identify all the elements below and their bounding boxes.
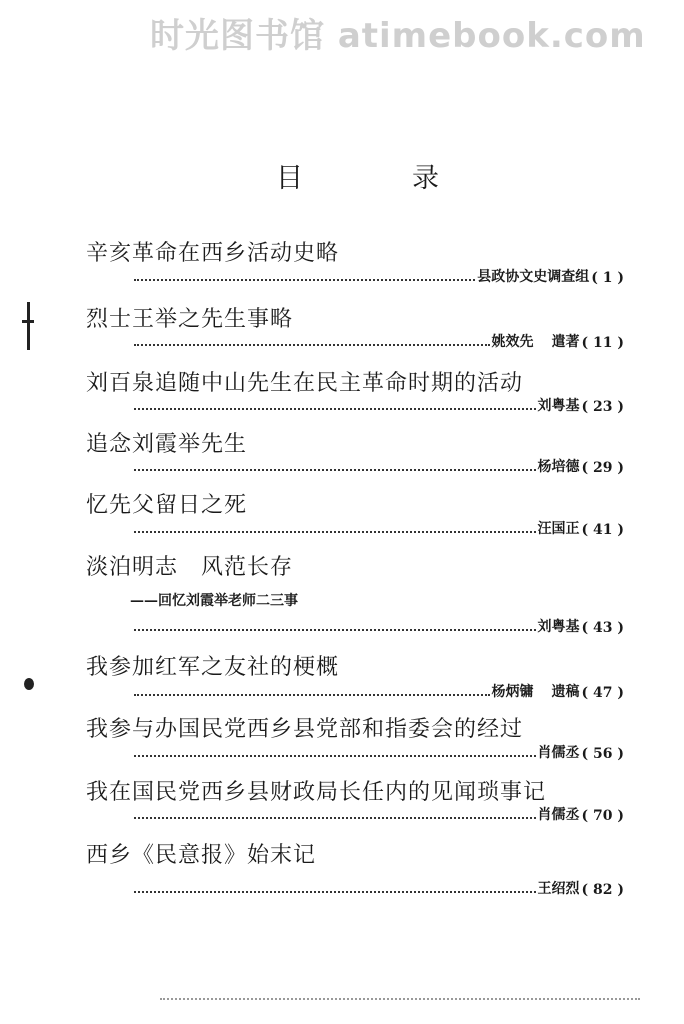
toc-entry-leader [134, 880, 624, 898]
toc-entry-page[interactable]: ( 70 ) [581, 808, 624, 824]
toc-entry-author: 汪国正 [537, 521, 580, 537]
toc-entry-note: 遗稿 [551, 684, 580, 700]
toc-entry-author: 姚效先 [491, 334, 534, 350]
toc-title-left: 目 [276, 163, 305, 194]
toc-entry-author: 刘粤基 [537, 398, 580, 414]
toc-entry-page[interactable]: ( 43 ) [581, 620, 624, 636]
scan-artifact-line [27, 302, 30, 350]
scan-artifact-bottom [160, 996, 640, 1000]
toc-entry-leader [134, 744, 624, 762]
dot-leader [134, 629, 536, 631]
toc-entry-title[interactable]: 我参加红军之友社的梗概 [86, 655, 340, 680]
toc-entry-title[interactable]: 淡泊明志 风范长存 [86, 555, 294, 580]
dot-leader [134, 344, 490, 346]
toc-entry-title[interactable]: 辛亥革命在西乡活动史略 [86, 241, 340, 266]
toc-entry-leader [134, 520, 624, 538]
toc-entry-author: 刘粤基 [537, 619, 580, 635]
dot-leader [134, 694, 490, 696]
toc-entry-page[interactable]: ( 29 ) [581, 460, 624, 476]
watermark: 时光图书馆 atimebook.com [150, 16, 646, 56]
toc-entry-title[interactable]: 追念刘霞举先生 [86, 432, 248, 457]
toc-entry-page[interactable]: ( 41 ) [581, 522, 624, 538]
toc-title-right: 录 [412, 163, 441, 194]
toc-entry-page[interactable]: ( 47 ) [581, 685, 624, 701]
toc-entry-leader [134, 458, 624, 476]
scan-artifact-dot [24, 678, 34, 690]
scan-artifact-dash [22, 320, 34, 323]
toc-entry-author: 县政协文史调查组 [477, 269, 590, 285]
dot-leader [134, 531, 536, 533]
toc-entry-note: 遣著 [551, 334, 580, 350]
toc-entry-leader [134, 806, 624, 824]
toc-entry-title[interactable]: 忆先父留日之死 [86, 493, 248, 518]
toc-entry-title[interactable]: 我在国民党西乡县财政局长任内的见闻琐事记 [86, 780, 547, 805]
toc-entry-author: 肖儒丞 [537, 807, 580, 823]
toc-entry-page[interactable]: ( 56 ) [581, 746, 624, 762]
toc-entry-page[interactable]: ( 23 ) [581, 399, 624, 415]
dot-leader [134, 408, 536, 410]
dot-leader [134, 469, 536, 471]
toc-entry-title[interactable]: 我参与办国民党西乡县党部和指委会的经过 [86, 717, 524, 742]
toc-entry-title[interactable]: 刘百泉追随中山先生在民主革命时期的活动 [86, 371, 524, 396]
toc-entry-title[interactable]: 烈士王举之先生事略 [86, 307, 294, 332]
toc-entry-subtitle: ——回忆刘霞举老师二三事 [130, 593, 298, 609]
dot-leader [134, 817, 536, 819]
toc-entry-author: 杨炳镛 [491, 684, 534, 700]
dot-leader [134, 755, 536, 757]
toc-entry-title[interactable]: 西乡《民意报》始末记 [86, 843, 317, 868]
toc-entry-leader [134, 333, 624, 351]
dot-leader [134, 279, 475, 281]
dot-leader [134, 891, 536, 893]
toc-entry-page[interactable]: ( 82 ) [581, 882, 624, 898]
toc-entry-author: 杨培德 [537, 459, 580, 475]
toc-entry-author: 王绍烈 [537, 881, 580, 897]
toc-entry-leader [134, 618, 624, 636]
toc-entry-leader [134, 268, 624, 286]
toc-entry-page[interactable]: ( 1 ) [591, 270, 624, 286]
toc-entry-author: 肖儒丞 [537, 745, 580, 761]
toc-entry-leader [134, 683, 624, 701]
toc-entry-page[interactable]: ( 11 ) [581, 335, 624, 351]
toc-entry-leader [134, 397, 624, 415]
